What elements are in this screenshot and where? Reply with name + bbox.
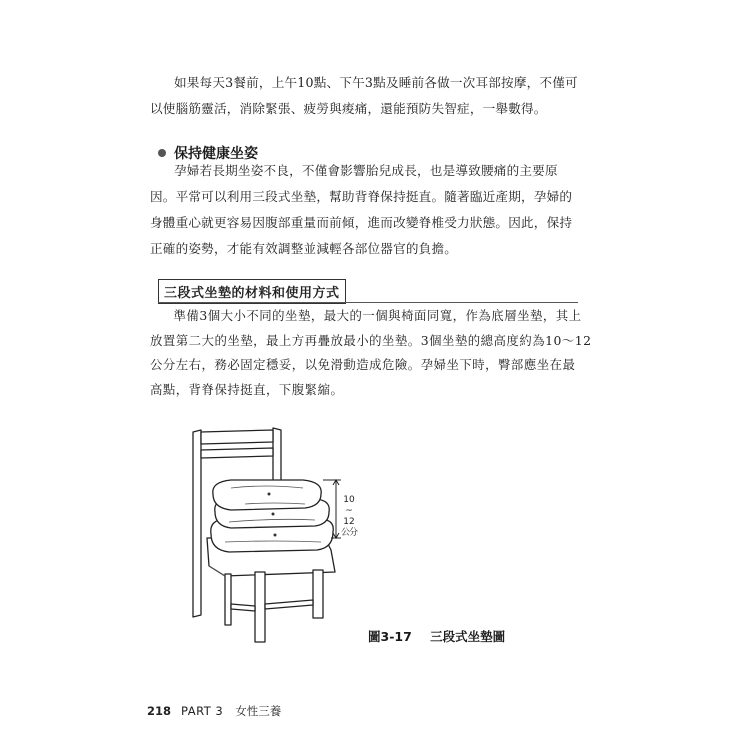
- intro-paragraph: [150, 70, 580, 122]
- figure-caption: [368, 627, 505, 645]
- section-heading-text: 保持健康坐姿: [174, 146, 258, 162]
- page-footer: [147, 703, 281, 719]
- cushion-line-1: 準備3個大小不同的坐墊，最大的一個與椅面同寬，作為底層坐墊，其上: [173, 308, 582, 323]
- cushion-line-4: 高點，背脊保持挺直，下腹緊縮。: [150, 381, 344, 397]
- chapter-title: 女性三養: [235, 704, 282, 718]
- dimension-unit: 公分: [341, 528, 358, 538]
- cushion-paragraph: [150, 304, 592, 402]
- posture-line-3: 身體重心就更容易因腹部重量而前傾，進而改變脊椎受力狀態。因此，保持: [150, 215, 573, 230]
- posture-line-4: 正確的姿勢，才能有效調整並減輕各部位器官的負擔。: [150, 241, 458, 256]
- part-label: PART 3: [181, 704, 224, 718]
- figure-number: 圖3-17: [368, 629, 412, 644]
- bullet-icon: [158, 149, 166, 157]
- dimension-top: 10: [343, 495, 355, 505]
- chair-figure: [185, 420, 365, 645]
- cushion-line-2: 放置第二大的坐墊，最上方再疊放最小的坐墊。3個坐墊的總高度約為10～12: [150, 332, 592, 348]
- intro-line-1: 如果每天3餐前，上午10點、下午3點及睡前各做一次耳部按摩，不僅可: [173, 75, 578, 90]
- heading-rule: [158, 302, 578, 303]
- dimension-tilde: ~: [345, 506, 353, 516]
- dimension-bottom: 12: [343, 517, 355, 527]
- figure-title: 三段式坐墊圖: [430, 629, 506, 644]
- dimension-label: [341, 495, 357, 539]
- boxed-subheading: 三段式坐墊的材料和使用方式: [158, 279, 346, 304]
- page-number: 218: [147, 704, 172, 718]
- posture-line-1: 孕婦若長期坐姿不良，不僅會影響胎兒成長，也是導致腰痛的主要原: [173, 163, 558, 178]
- posture-paragraph: [150, 158, 580, 262]
- posture-line-2: 因。平常可以利用三段式坐墊，幫助背脊保持挺直。隨著臨近產期，孕婦的: [150, 189, 573, 204]
- cushion-line-3: 公分左右，務必固定穩妥，以免滑動造成危險。孕婦坐下時，臀部應坐在最: [150, 357, 576, 372]
- intro-line-2: 以使腦筋靈活，消除緊張、疲勞與痠痛，還能預防失智症，一舉數得。: [150, 101, 547, 116]
- chair-with-cushions-illustration: [185, 420, 365, 645]
